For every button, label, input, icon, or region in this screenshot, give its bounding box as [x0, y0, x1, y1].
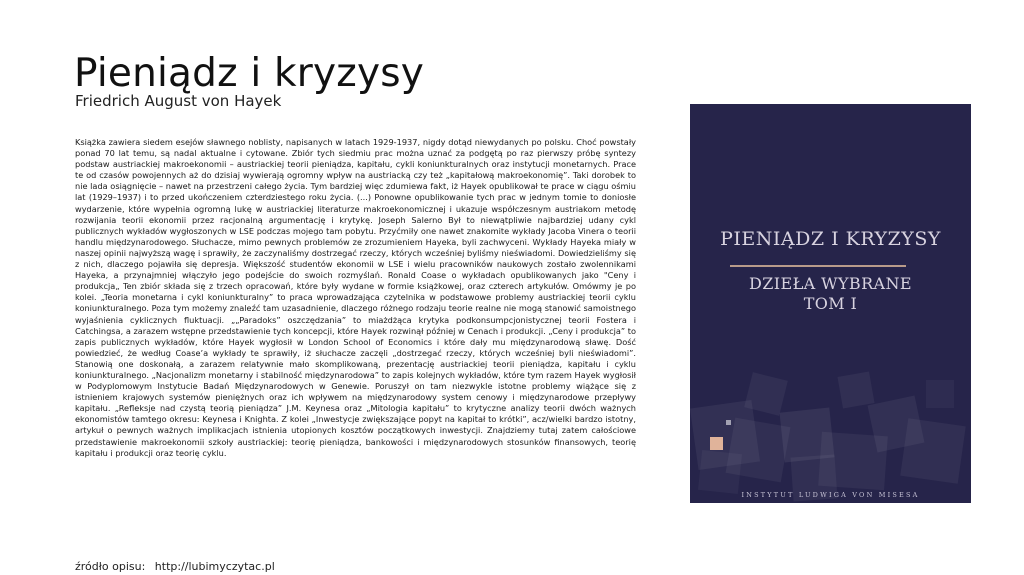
source-url: http://lubimyczytac.pl — [154, 560, 275, 573]
cover-divider — [730, 265, 906, 267]
description-source — [75, 560, 275, 574]
cover-publisher: INSTYTUT LUDWIGA VON MISESA — [741, 491, 920, 499]
cover-title: PIENIĄDZ I KRYZYSY — [720, 228, 941, 250]
author-name: Friedrich August von Hayek — [75, 92, 282, 110]
cover-volume: TOM I — [803, 294, 858, 313]
source-label: źródło opisu: — [75, 560, 146, 573]
cover-series: DZIEŁA WYBRANE — [749, 274, 912, 293]
book-cover — [690, 104, 971, 503]
book-description: Książka zawiera siedem esejów sławnego noblisty, napisanych w latach 1929-1937, nigdy dotąd niewydanych po polsku. Choć powstały ponad 70 lat temu, są nadal aktualne i cytowane. Zbiór tych siedmiu prac można uznać za podgętą po raz pierwszy próbę syntezy podstaw austriackiej makroekonomii – austriackiej teorii pieniądza, kapitału, cykli koniunkturalnych oraz instytucji monetarnych. Prace te od czasów powojennych aż do dzisiaj wywierają ogromny wpływ na austriacką czy też „kapitałową makroekonomię”. Taki dorobek to nie lada osiągnięcie – nawet na przestrzeni całego życia. Tym bardziej więc zdumiewa fakt, iż Hayek opublikował te prace w ciągu ośmiu lat (1929–1937) i to przed ukończeniem czterdziestego roku życia. (...) Ponowne opublikowanie tych prac w jednym tomie to doniosłe wydarzenie, które wypełnia ogromną lukę w austriackiej literaturze makroekonomicznej i ukazuje współczesnym austriakom metodę rozwijania teorii ekonomii przez racjonalną argumentację i krytykę. Joseph Salerno Był to niewątpliwie najbardziej udany cykl publicznych wykładów wygłoszonych w LSE podczas mojego tam pobytu. Przyćmiły one nawet znakomite wykłady Jacoba Vinera o teorii handlu międzynarodowego. Słuchacze, mimo pewnych problemów ze zrozumieniem Hayeka, byli zachwyceni. Wykłady Hayeka miały w naszej opinii najwyższą wagę i sprawiły, że zaczynaliśmy dostrzegać rzeczy, których wcześniej byliśmy nieświadomi. Dowiedzieliśmy się z nich, dlaczego pojawiła się depresja. Większość studentów ekonomii w LSE i wielu pracowników naukowych zostało zwolennikami Hayeka, a przynajmniej włączyło jego podejście do swoich rozmyślań. Ronald Coase o wykładach opublikowanych jako "Ceny i produkcja„ Ten zbiór składa się z trzech opracowań, które były wydane w formie książkowej, oraz czterech artykułów. Omówmy je po kolei. „Teoria monetarna i cykl koniunkturalny” to praca wprowadzająca czytelnika w podstawowe problemy austriackiej teorii cyklu koniunkturalnego. Poza tym możemy znaleźć tam uzasadnienie, dlaczego różnego rodzaju teorie realne nie mogą stanowić samoistnego wyjaśnienia cyklicznych fluktuacji. „„Paradoks” oszczędzania” to miażdżąca krytyka podkonsumpcjonistycznej teorii Fostera i Catchingsa, a zarazem wstępne przedstawienie tych koncepcji, które Hayek rozwinął później w Cenach i produkcji. „Ceny i produkcja” to zapis publicznych wykładów, które Hayek wygłosił w London School of Economics i które dały mu międzynarodową sławę. Dość powiedzieć, że według Coase’a wykłady te sprawiły, iż słuchacze zaczęli „dostrzegać rzeczy, których wcześniej byli nieświadomi”. Stanowią one doskonałą, a zarazem relatywnie mało skomplikowaną, prezentację austriackiej teorii pieniądza, kapitału i cyklu koniunkturalnego. „Nacjonalizm monetarny i stabilność międzynarodowa” to zapis kolejnych wykładów, które tym razem Hayek wygłosił w Podyplomowym Instytucie Badań Międzynarodowych w Genewie. Poruszył on tam niezwykle istotne problemy wiążące się z istnieniem krajowych systemów pieniężnych oraz ich wpływem na międzynarodowy system cenowy i międzynarodowe przepływy kapitału. „Refleksje nad czystą teorią pieniądza” J.M. Keynesa oraz „Mitologia kapitału” to krytyczne analizy teorii dwóch ważnych ekonomistów tamtego okresu: Keynesa i Knighta. Z kolei „Inwestycje zwiększające popyt na kapitał to krótki”, acz/wielki bardzo istotny, artykuł o pewnych ważnych implikacjach istnienia utopionych kosztów początkowych inwestycji. Znajdziemy tutaj zatem całościowe przedstawienie makroekonomii szkoły austriackiej: teorię pieniądza, bankowości i międzynarodowych stosunków finansowych, teorię kapitału i produkcji oraz teorię cyklu. — [75, 137, 636, 458]
book-title: Pieniądz i kryzysy — [74, 51, 425, 96]
